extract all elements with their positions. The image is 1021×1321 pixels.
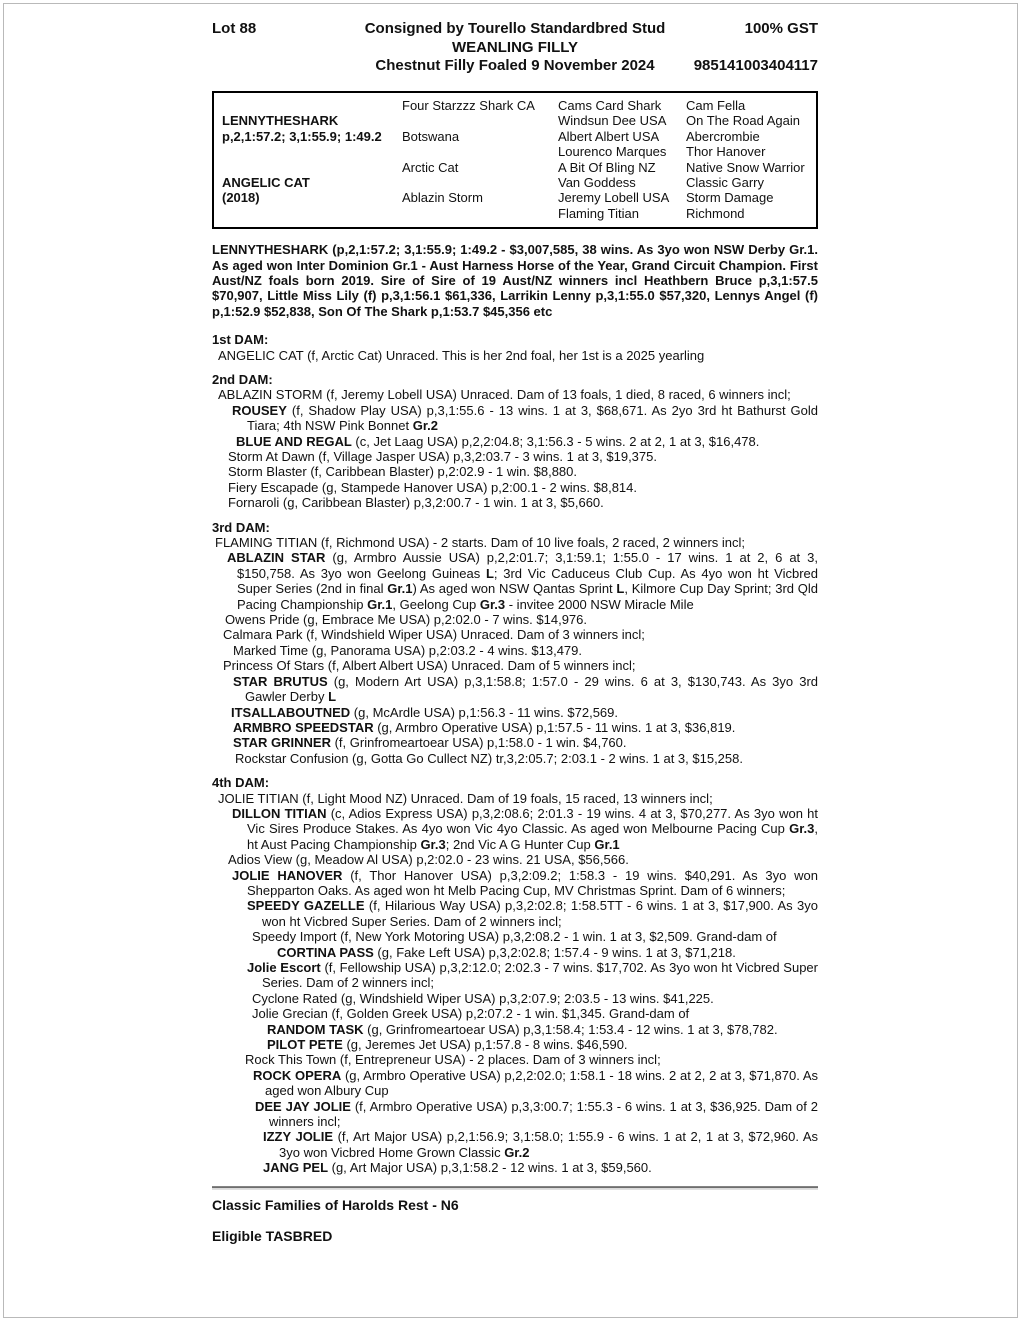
microchip-number: 985141003404117 (693, 57, 818, 74)
text: Calmara Park (f, Windshield Wiper USA) Unraced. Dam of 3 winners incl; (223, 627, 645, 643)
ancestor-name: Windsun Dee USA (558, 113, 667, 129)
text: ; 2nd Vic A G Hunter Cup (445, 836, 595, 852)
text: (g, Armbro Aussie USA) p,2,2:01.7; 3,1:59.1; 1:55.0 - 17 wins. 1 at 2, 6 at 3, $150,758. As 3yo won Geelong Guineas (237, 550, 818, 581)
header-row-top (212, 20, 818, 38)
pedigree-entry (212, 852, 818, 867)
text: , ht Aust Pacing Championship (247, 821, 818, 852)
ancestor-name: Ablazin Storm (402, 190, 483, 206)
text: (f, Hilarious Way USA) p,3,2:02.8; 1:58.5TT - 6 wins. 1 at 3, $17,900. As 3yo won ht Vicbred Super Series. Dam of 2 winners incl; (262, 898, 818, 929)
header-row-category (212, 39, 818, 57)
text: (c, Adios Express USA) p,3,2:08.6; 2:01.3 - 19 wins. 4 at 3, $70,277. As 3yo won ht Vic Sires Produce Stakes. As 4yo won Vic 4yo Classic. As aged won Melbourne Pacing Cup (247, 805, 818, 837)
bold-text: RANDOM TASK (267, 1021, 364, 1037)
footer-divider (212, 1186, 818, 1190)
sale-category: WEANLING FILLY (451, 39, 579, 56)
ancestor-name: Richmond (686, 205, 745, 221)
text: (g, Grinfromeartoear USA) p,3,1:58.4; 1:53.4 - 12 wins. 1 at 3, $78,782. (363, 1021, 778, 1037)
pedigree-entry (212, 1129, 818, 1160)
pedigree-entry (212, 1006, 818, 1021)
bold-text: SPEEDY GAZELLE (247, 898, 365, 914)
text: (g, Modern Art USA) p,3,1:58.8; 1:57.0 - 29 wins. 6 at 3, $130,743. As 3yo 3rd Gawler Derby (245, 673, 819, 705)
pedigree-entry (212, 550, 818, 612)
bold-text: Gr.2 (504, 1144, 530, 1160)
bold-text: L (485, 565, 494, 581)
pedigree-entry (212, 387, 818, 402)
dam-heading-1: 1st DAM: (212, 332, 269, 348)
text: , Kilmore Cup Day Sprint; 3rd Qld Pacing Championship (237, 581, 818, 612)
text: FLAMING TITIAN (f, Richmond USA) - 2 starts. Dam of 10 live foals, 2 raced, 2 winners incl; (215, 535, 746, 551)
bold-text: ROUSEY (232, 402, 287, 418)
pedigree-dam (222, 160, 402, 222)
pedigree-entry (212, 751, 818, 766)
pedigree-entry (212, 1022, 818, 1037)
ancestor-name: Lourenco Marques (558, 144, 667, 160)
text: (g, Armbro Operative USA) p,2,2:02.0; 1:58.1 - 18 wins. 2 at 2, 2 at 3, $71,870. As aged won Albury Cup (265, 1067, 818, 1099)
pedigree-entry (212, 1160, 818, 1175)
bold-text: JOLIE HANOVER (232, 867, 343, 883)
bold-text: ITSALLABOUTNED (231, 704, 351, 720)
dam-heading-2: 2nd DAM: (212, 371, 273, 387)
text: ) As aged won NSW Qantas Sprint (412, 581, 617, 597)
dam-sections (212, 332, 818, 1176)
text: ; 3rd Vic Caduceus Club Cup. As 4yo won ht Vicbred Super Series (2nd in final (237, 565, 818, 597)
text: (g, Fake Left USA) p,3,2:02.8; 1:57.4 - 9 wins. 1 at 3, $71,218. (373, 944, 736, 960)
text: Rockstar Confusion (g, Gotta Go Cullect NZ) tr,3,2:05.7; 2:03.1 - 2 wins. 1 at 3, $15,258. (235, 750, 743, 766)
bold-text: Gr.3 (479, 596, 506, 612)
bold-text: LENNYTHESHARK (p,2,1:57.2; 3,1:55.9; 1:49.2 - $3,007,585, 38 wins. As 3yo won NSW Derby Gr.1. As aged won Inter Dominion Gr.1 - Aust Harness Horse of the Year, Grand Circuit Champion. First Aust/NZ foals born 2019. Sire of Sire of 19 Aust/NZ winners incl Heathbern Bruce p,3,1:57.5 $70,907, Little Miss Lily (f) p,3,1:56.1 $61,336, Larrikin Lenny p,3,1:55.0 $57,320, Lennys Angel (f) p,1:52.9 $52,838, Son Of The Shark p,1:53.7 $45,356 etc (212, 242, 818, 319)
text: (g, Armbro Operative USA) p,1:57.5 - 11 wins. 1 at 3, $36,819. (373, 719, 736, 735)
dam-heading-3: 3rd DAM: (212, 519, 270, 535)
header-row-foaled (212, 57, 818, 75)
horse-record: (2018) (222, 190, 260, 206)
sire-summary (212, 242, 818, 319)
eligibility-note: Eligible TASBRED (212, 1227, 333, 1244)
pedigree-entry (212, 612, 818, 627)
text: Rock This Town (f, Entrepreneur USA) - 2 places. Dam of 3 winners incl; (245, 1052, 661, 1068)
ancestor-name: Van Goddess (558, 174, 636, 190)
bold-text: STAR GRINNER (233, 735, 331, 751)
pedigree-entry (212, 868, 818, 899)
bold-text: STAR BRUTUS (233, 673, 328, 689)
horse-name: ANGELIC CAT (222, 174, 310, 190)
family-note: Classic Families of Harolds Rest - N6 (212, 1196, 459, 1213)
text: ANGELIC CAT (f, Arctic Cat) Unraced. This is her 2nd foal, her 1st is a 2025 yearling (218, 347, 705, 363)
bold-text: Gr.1 (387, 581, 413, 597)
bold-text: Jolie Escort (247, 960, 321, 975)
ancestor-name: On The Road Again (686, 113, 800, 129)
horse-record: p,2,1:57.2; 3,1:55.9; 1:49.2 (222, 128, 382, 144)
pedigree-entry (212, 898, 818, 929)
text: (g, McArdle USA) p,1:56.3 - 11 wins. $72,569. (350, 704, 619, 720)
text: JOLIE TITIAN (f, Light Mood NZ) Unraced. Dam of 19 foals, 15 raced, 13 winners incl; (218, 790, 713, 806)
bold-text: CORTINA PASS (277, 944, 374, 960)
ancestor-name: Four Starzzz Shark CA (402, 98, 535, 113)
bold-text: L (616, 581, 625, 597)
ancestor-name: Abercrombie (686, 128, 760, 144)
page-header (212, 20, 818, 75)
pedigree-entry (212, 403, 818, 434)
pedigree-entry (212, 735, 818, 750)
ancestor-name: Jeremy Lobell USA (558, 190, 670, 206)
text: (f, Art Major USA) p,2,1:56.9; 3,1:58.0; 1:55.9 - 6 wins. 1 at 2, 1 at 3, $72,960. As 3yo won Vicbred Home Grown Classic (279, 1129, 818, 1160)
lot-number: Lot 88 (212, 20, 257, 37)
pedigree-entry (212, 1068, 818, 1099)
pedigree-entry (212, 449, 818, 464)
text: , Geelong Cup (392, 596, 480, 612)
consignor: Consigned by Tourello Standardbred Stud (364, 20, 666, 37)
bold-text: Gr.3 (420, 836, 446, 852)
pedigree-entry (212, 535, 818, 550)
bold-text: DILLON TITIAN (232, 805, 327, 821)
pedigree-entry (212, 1052, 818, 1067)
foal-description: Chestnut Filly Foaled 9 November 2024 (375, 57, 655, 74)
bold-text: Gr.2 (412, 418, 438, 434)
horse-name: LENNYTHESHARK (222, 113, 339, 129)
bold-text: ROCK OPERA (253, 1067, 342, 1083)
pedigree-entry (212, 643, 818, 658)
text: (f, Shadow Play USA) p,3,1:55.6 - 13 wins. 1 at 3, $68,671. As 2yo 3rd ht Bathurst Gold Tiara; 4th NSW Pink Bonnet (247, 402, 818, 434)
text: Storm At Dawn (f, Village Jasper USA) p,3,2:03.7 - 3 wins. 1 at 3, $19,375. (228, 449, 657, 464)
pedigree-entry (212, 627, 818, 642)
pedigree-table (212, 91, 818, 229)
pedigree-entry (212, 464, 818, 479)
ancestor-name: Cam Fella (686, 98, 746, 113)
pedigree-entry (212, 1037, 818, 1052)
text: Owens Pride (g, Embrace Me USA) p,2:02.0 - 7 wins. $14,976. (225, 612, 588, 628)
ancestor-name: Native Snow Warrior (686, 159, 805, 175)
text: (g, Jeremes Jet USA) p,1:57.8 - 8 wins. $46,590. (342, 1037, 628, 1053)
bold-text: DEE JAY JOLIE (255, 1098, 351, 1114)
ancestor-name: Arctic Cat (402, 159, 459, 175)
text: (g, Art Major USA) p,3,1:58.2 - 12 wins. 1 at 3, $59,560. (328, 1160, 652, 1176)
bold-text: BLUE AND REGAL (236, 433, 352, 449)
ancestor-name: A Bit Of Bling NZ (558, 159, 656, 175)
bold-text: Gr.3 (789, 821, 815, 837)
pedigree-entry (212, 945, 818, 960)
pedigree-sire (222, 98, 402, 160)
ancestor-name: Thor Hanover (686, 144, 766, 160)
text: (f, Fellowship USA) p,3,2:12.0; 2:02.3 - 7 wins. $17,702. As 3yo won ht Vicbred Super Series. Dam of 2 winners incl; (262, 960, 818, 991)
ancestor-name: Botswana (402, 128, 460, 144)
bold-text: PILOT PETE (267, 1037, 343, 1053)
text: Adios View (g, Meadow Al USA) p,2:02.0 - 23 wins. 21 USA, $56,566. (228, 852, 629, 868)
pedigree-entry (212, 791, 818, 806)
text: Storm Blaster (f, Caribbean Blaster) p,2:02.9 - 1 win. $8,880. (228, 464, 578, 480)
text: Speedy Import (f, New York Motoring USA) p,3,2:08.2 - 1 win. 1 at 3, $2,509. Grand-dam of (252, 929, 777, 945)
pedigree-entry (212, 434, 818, 449)
pedigree-entry (212, 348, 818, 363)
pedigree-entry (212, 480, 818, 495)
bold-text: IZZY JOLIE (263, 1129, 334, 1145)
gst-status: 100% GST (744, 20, 818, 37)
bold-text: ABLAZIN STAR (227, 550, 326, 566)
pedigree-entry (212, 960, 818, 991)
text: Marked Time (g, Panorama USA) p,2:03.2 - 4 wins. $13,479. (233, 642, 583, 658)
pedigree-entry (212, 991, 818, 1006)
pedigree-entry (212, 705, 818, 720)
text: (c, Jet Laag USA) p,2,2:04.8; 3,1:56.3 - 5 wins. 2 at 2, 1 at 3, $16,478. (351, 433, 760, 449)
pedigree-entry (212, 674, 818, 705)
ancestor-name: Flaming Titian (558, 205, 639, 221)
bold-text: ARMBRO SPEEDSTAR (233, 719, 374, 735)
text: Cyclone Rated (g, Windshield Wiper USA) p,3,2:07.9; 2:03.5 - 13 wins. $41,225. (252, 990, 714, 1006)
text: (f, Grinfromeartoear USA) p,1:58.0 - 1 win. $4,760. (330, 735, 627, 751)
text: (f, Thor Hanover USA) p,3,2:09.2; 1:58.3 - 19 wins. $40,291. As 3yo won Shepparton Oaks. As aged won ht Melb Pacing Cup, MV Christmas Sprint. Dam of 6 winners; (247, 867, 818, 898)
text: ABLAZIN STORM (f, Jeremy Lobell USA) Unraced. Dam of 13 foals, 1 died, 8 raced, 6 winners incl; (218, 387, 791, 403)
text: Princess Of Stars (f, Albert Albert USA) Unraced. Dam of 5 winners incl; (223, 658, 636, 674)
ancestor-name: Storm Damage (686, 190, 774, 206)
pedigree-entry (212, 495, 818, 510)
ancestor-name: Albert Albert USA (558, 128, 660, 144)
ancestor-name: Cams Card Shark (558, 98, 662, 113)
bold-text: JANG PEL (263, 1160, 329, 1176)
bold-text: Gr.1 (594, 836, 620, 852)
pedigree-entry (212, 720, 818, 735)
dam-heading-4: 4th DAM: (212, 775, 270, 791)
text: Jolie Grecian (f, Golden Greek USA) p,2:07.2 - 1 win. $1,345. Grand-dam of (252, 1006, 690, 1022)
text: Fornaroli (g, Caribbean Blaster) p,3,2:00.7 - 1 win. 1 at 3, $5,660. (228, 495, 604, 511)
bold-text: L (328, 689, 337, 705)
text: - invitee 2000 NSW Miracle Mile (505, 596, 694, 612)
text: Fiery Escapade (g, Stampede Hanover USA) p,2:00.1 - 2 wins. $8,814. (228, 479, 637, 495)
pedigree-entry (212, 806, 818, 852)
page-content (212, 0, 818, 1244)
ancestor-name: Classic Garry (686, 174, 765, 190)
text: (f, Armbro Operative USA) p,3,3:00.7; 1:55.3 - 6 wins. 1 at 3, $36,925. Dam of 2 winners incl; (269, 1098, 818, 1130)
pedigree-entry (212, 929, 818, 944)
bold-text: Gr.1 (367, 596, 393, 612)
pedigree-entry (212, 1099, 818, 1130)
pedigree-entry (212, 658, 818, 673)
